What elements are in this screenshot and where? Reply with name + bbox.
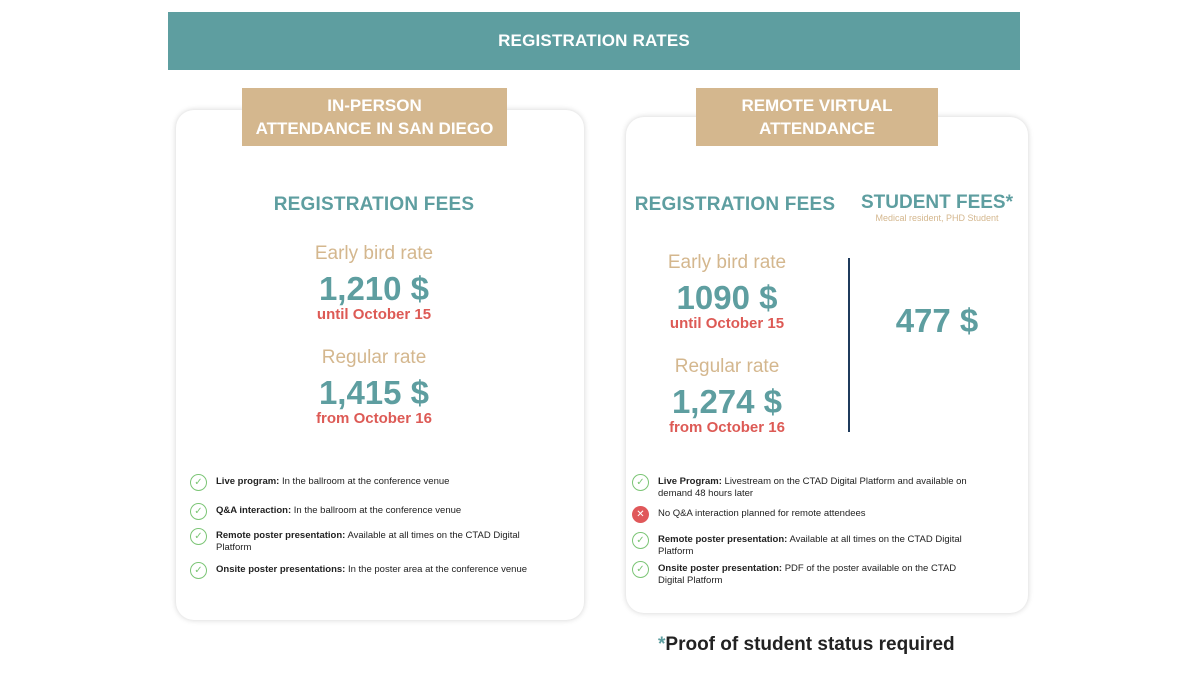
remote-feature-remote-poster xyxy=(632,532,977,558)
banner-title: REGISTRATION RATES xyxy=(498,31,690,50)
student-fees-title: STUDENT FEES* xyxy=(860,192,1014,213)
feature-text: Live program: In the ballroom at the conference venue xyxy=(216,476,450,487)
check-icon: ✓ xyxy=(190,562,207,579)
remote-early-price: 1090 $ xyxy=(676,279,778,316)
remote-tag-line2: ATTENDANCE xyxy=(759,119,875,138)
feature-text: Remote poster presentation: Available at all times on the CTAD Digital Platform xyxy=(658,534,962,557)
remote-early-label: Early bird rate xyxy=(667,252,787,273)
registration-rates-banner xyxy=(168,12,1020,70)
in-person-tag xyxy=(242,88,507,146)
in-person-feature-qa xyxy=(190,503,570,520)
check-icon: ✓ xyxy=(632,474,649,491)
check-icon: ✓ xyxy=(190,503,207,520)
remote-regular-label: Regular rate xyxy=(674,356,780,377)
in-person-regular-label: Regular rate xyxy=(321,347,427,368)
remote-tag-line1: REMOTE VIRTUAL xyxy=(741,96,893,115)
remote-regular-note: from October 16 xyxy=(669,419,785,436)
student-fees-subtitle: Medical resident, PHD Student xyxy=(875,213,999,223)
in-person-feature-live xyxy=(190,474,570,491)
feature-text: Onsite poster presentations: In the poster area at the conference venue xyxy=(216,564,528,575)
in-person-regular-price: 1,415 $ xyxy=(318,374,430,411)
remote-fees-title: REGISTRATION FEES xyxy=(634,194,836,215)
in-person-early-label: Early bird rate xyxy=(314,243,434,264)
in-person-feature-onsite-poster xyxy=(190,562,570,579)
feature-text: Live Program: Livestream on the CTAD Digital Platform and available on demand 48 hours later xyxy=(658,476,967,499)
check-icon: ✓ xyxy=(632,561,649,578)
student-price: 477 $ xyxy=(895,302,979,339)
feature-text: Q&A interaction: In the ballroom at the conference venue xyxy=(216,505,462,516)
remote-feature-live xyxy=(632,474,982,500)
remote-early-note: until October 15 xyxy=(669,315,785,332)
feature-text: Remote poster presentation: Available at all times on the CTAD Digital Platform xyxy=(216,530,520,553)
remote-feature-onsite-poster xyxy=(632,561,972,587)
remote-feature-no-qa xyxy=(632,506,982,523)
in-person-tag-line1: IN-PERSON xyxy=(327,96,422,115)
check-icon: ✓ xyxy=(190,528,207,545)
in-person-tag-line2: ATTENDANCE IN SAN DIEGO xyxy=(255,119,494,138)
in-person-early-note: until October 15 xyxy=(316,306,432,323)
remote-tag xyxy=(696,88,938,146)
feature-text: No Q&A interaction planned for remote attendees xyxy=(658,508,866,519)
remote-regular-price: 1,274 $ xyxy=(671,383,783,420)
in-person-regular-note: from October 16 xyxy=(316,410,432,427)
in-person-fees-title: REGISTRATION FEES xyxy=(273,194,475,215)
fees-divider xyxy=(848,258,850,432)
check-icon: ✓ xyxy=(632,532,649,549)
in-person-feature-remote-poster xyxy=(190,528,535,554)
feature-text: Onsite poster presentation: PDF of the poster available on the CTAD Digital Platform xyxy=(658,563,957,586)
footnote-asterisk: * xyxy=(658,634,666,655)
in-person-early-price: 1,210 $ xyxy=(318,270,430,307)
student-status-footnote xyxy=(658,634,955,656)
check-icon: ✓ xyxy=(190,474,207,491)
footnote-text: Proof of student status required xyxy=(665,634,955,655)
cross-icon: ✕ xyxy=(632,506,649,523)
